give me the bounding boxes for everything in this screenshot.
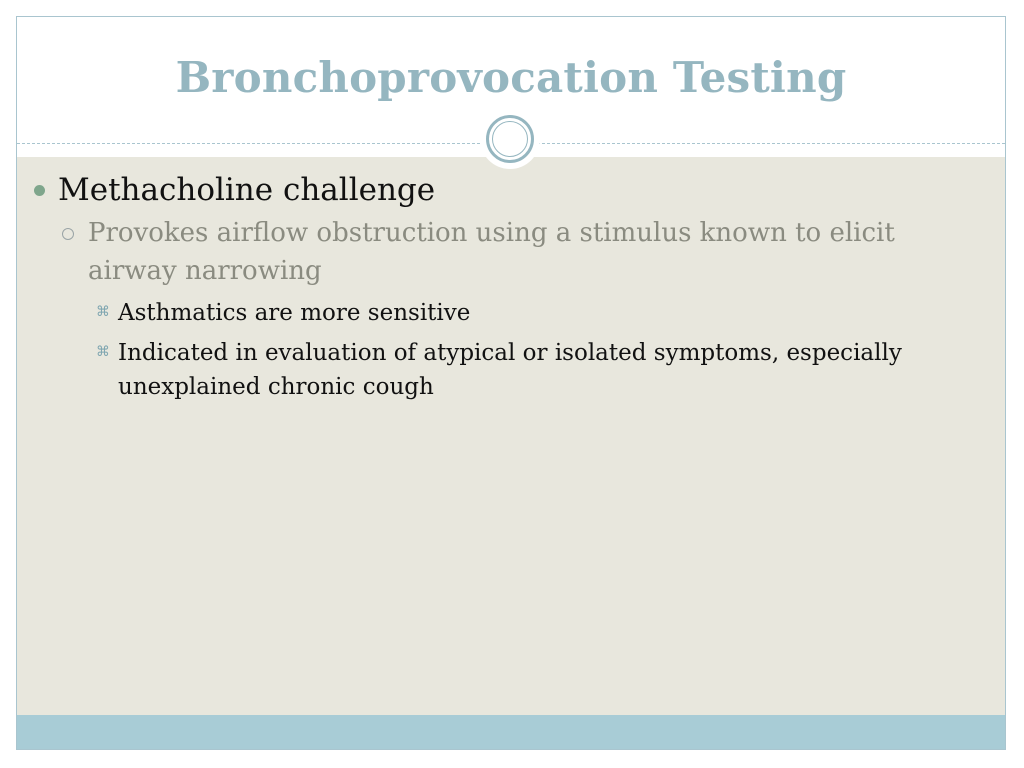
bullet-text: Asthmatics are more sensitive (118, 300, 471, 326)
badge-inner-ring-icon (492, 121, 528, 157)
filled-circle-bullet-icon (34, 185, 45, 196)
bullet-level3 (28, 336, 968, 404)
bullet-level2 (28, 214, 968, 290)
bullet-text: Provokes airflow obstruction using a stimulus known to elicit airway narrowing (88, 218, 895, 286)
bullet-level3 (28, 296, 968, 330)
bullet-level1 (28, 170, 968, 210)
bullet-text: Methacholine challenge (58, 172, 436, 208)
slide-title: Bronchoprovocation Testing (175, 53, 847, 102)
x-mark-bullet-icon: ⌘ (96, 344, 110, 360)
footer-bar (17, 715, 1005, 749)
bullet-text: Indicated in evaluation of atypical or isolated symptoms, especially unexplained chronic cough (118, 340, 902, 400)
slide-content (28, 170, 968, 404)
x-mark-bullet-icon: ⌘ (96, 304, 110, 320)
hollow-circle-bullet-icon (62, 228, 74, 240)
